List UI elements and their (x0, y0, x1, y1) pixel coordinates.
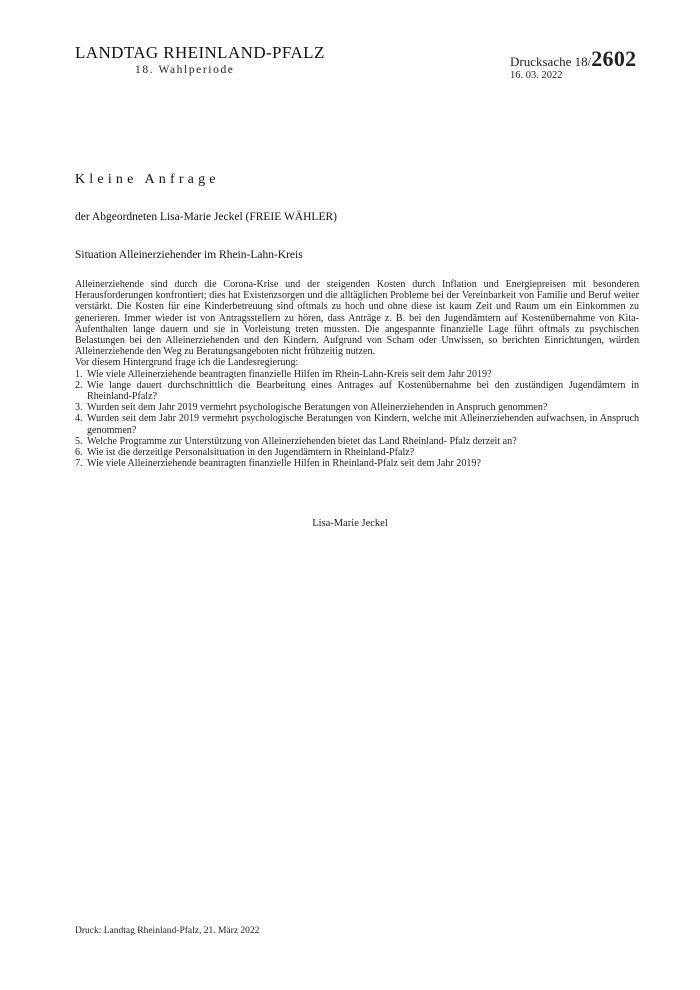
question-text: Wie lange dauert durchschnittlich die Bearbeitung eines Antrages auf Kostenübernahme bei den zuständigen Jugendämtern in Rheinland-Pfalz? (87, 379, 639, 403)
question-item (75, 436, 639, 447)
author-line: der Abgeordneten Lisa-Marie Jeckel (FREIE WÄHLER) (75, 211, 337, 223)
drucksache-reference (510, 46, 636, 72)
document-type: Kleine Anfrage (75, 172, 220, 187)
question-number: 1. (75, 368, 83, 380)
question-text: Wurden seit dem Jahr 2019 vermehrt psychologische Beratungen von Alleinerziehenden in Anspruch genommen? (87, 402, 548, 414)
document-body (75, 279, 639, 469)
question-item (75, 458, 639, 469)
question-number: 3. (75, 402, 83, 414)
question-number: 7. (75, 458, 83, 470)
electoral-period: 18. Wahlperiode (135, 64, 235, 76)
question-item (75, 447, 639, 458)
question-text: Wie viele Alleinerziehende beantragten finanzielle Hilfen in Rheinland-Pfalz seit dem Jahr 2019? (87, 458, 481, 470)
signature: Lisa-Marie Jeckel (312, 518, 388, 529)
question-number: 6. (75, 447, 83, 459)
questions-list (75, 369, 639, 470)
body-paragraph: Alleinerziehende sind durch die Corona-Krise und der steigenden Kosten durch Inflation und Energiepreisen mit besonderen Herausforderungen konfrontiert; dies hat Existenzsorgen und die alltäglichen Probleme bei der Vereinbarkeit von Familie und Beruf weiter verstärkt. Die Kosten für eine Kinderbetreuung sind oftmals zu hoch und ohne diese ist kaum Zeit und Raum um ein Einkommen zu generieren. Immer wieder ist von Antragsstellern zu hören, dass Anträge z. B. bei den Jugendämtern auf Kostenübernahme von Kita-Aufenthalten lange dauern und sie in Vorleistung treten mussten. Die angespannte finanzielle Lage führt oftmals zu psychischen Belastungen bei den Alleinerziehenden und den Kindern. Aufgrund von Scham oder Unwissen, so berichten Einrichtungen, würden Alleinerziehende den Weg zu Beratungsangeboten nicht frühzeitig nutzen. (75, 279, 639, 358)
question-item (75, 369, 639, 380)
question-item (75, 380, 639, 402)
print-note: Druck: Landtag Rheinland-Pfalz, 21. März 2022 (75, 926, 260, 936)
question-text: Wurden seit dem Jahr 2019 vermehrt psychologische Beratungen von Kindern, welche mit Alleinerziehenden aufwachsen, in Anspruch genommen? (87, 413, 639, 436)
question-item (75, 413, 639, 435)
questions-intro: Vor diesem Hintergrund frage ich die Landesregierung: (75, 357, 299, 369)
question-text: Wie viele Alleinerziehende beantragten finanzielle Hilfen im Rhein-Lahn-Kreis seit dem Jahr 2019? (87, 368, 492, 380)
question-text: Wie ist die derzeitige Personalsituation in den Jugendämtern in Rheinland-Pfalz? (87, 447, 415, 459)
drucksache-number: 2602 (591, 46, 637, 71)
question-text: Welche Programme zur Unterstützung von Alleinerziehenden bietet das Land Rheinland- Pfalz derzeit an? (87, 435, 517, 447)
question-item (75, 402, 639, 413)
question-number: 4. (75, 413, 83, 425)
parliament-name: LANDTAG RHEINLAND-PFALZ (75, 43, 325, 62)
drucksache-date: 16. 03. 2022 (510, 70, 563, 81)
question-number: 2. (75, 379, 83, 391)
document-subject: Situation Alleinerziehender im Rhein-Lahn-Kreis (75, 249, 303, 261)
question-number: 5. (75, 435, 83, 447)
drucksache-label: Drucksache 18/ (510, 54, 592, 69)
